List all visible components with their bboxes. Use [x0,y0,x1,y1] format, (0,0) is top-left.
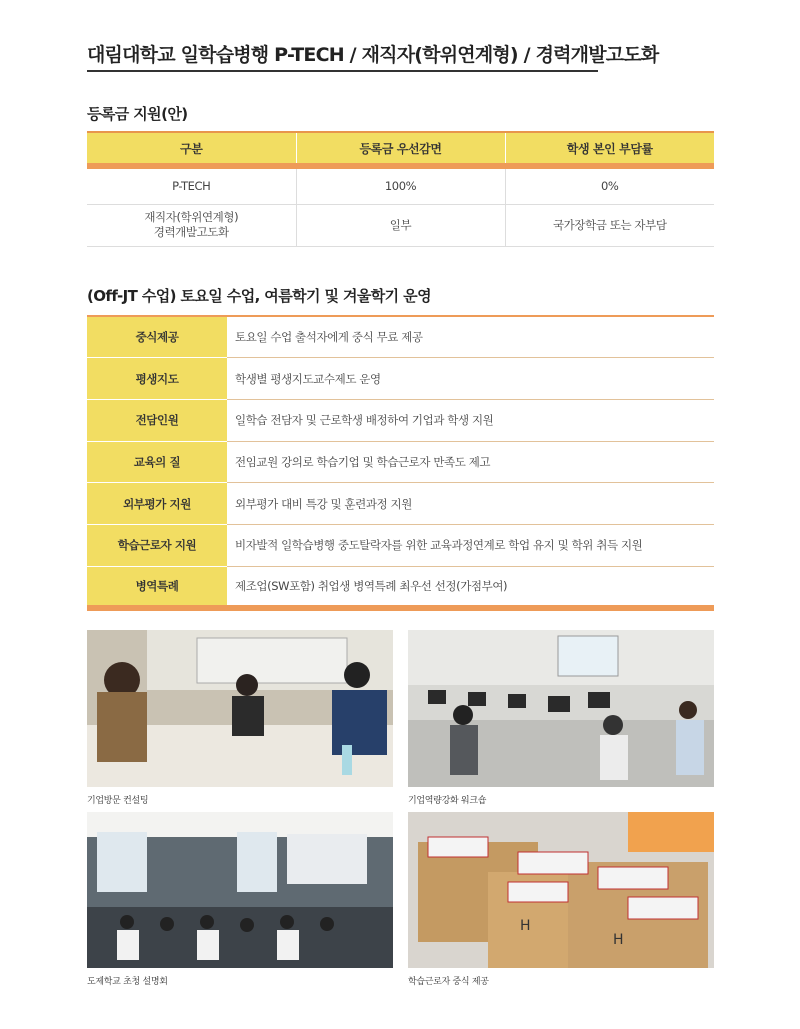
offjt-key: 외부평가 지원 [87,483,227,525]
table-row [87,399,714,441]
offjt-key: 학습근로자 지원 [87,524,227,566]
table-row [87,524,714,566]
category-line: 재직자(학위연계형) [144,210,239,224]
table-row [87,441,714,483]
tuition-cell-category [87,204,296,246]
offjt-key: 평생지도 [87,358,227,400]
offjt-value: 제조업(SW포함) 취업생 병역특례 최우선 선정(가점부여) [235,578,508,593]
offjt-value: 일학습 전담자 및 근로학생 배정하여 기업과 학생 지원 [227,399,714,441]
photo-company-visit [87,630,393,787]
offjt-value: 외부평가 대비 특강 및 훈련과정 지원 [227,483,714,525]
offjt-heading: (Off-JT 수업) 토요일 수업, 여름학기 및 겨울학기 운영 [87,287,431,305]
offjt-value: 비자발적 일학습병행 중도탈락자를 위한 교육과정연계로 학업 유지 및 학위 취득 지원 [227,524,714,566]
offjt-key: 교육의 질 [87,441,227,483]
offjt-value: 학생별 평생지도교수제도 운영 [227,358,714,400]
tuition-cell-burden: 0% [505,166,714,204]
offjt-key: 중식제공 [87,316,227,358]
title-underline [87,70,598,72]
tuition-cell-priority: 100% [296,166,505,204]
table-row [87,204,714,246]
offjt-value: 전임교원 강의로 학습기업 및 학습근로자 만족도 제고 [227,441,714,483]
photo-caption: 기업방문 컨설팅 [87,796,149,806]
table-row [87,316,714,358]
tuition-table [87,131,714,247]
tuition-header-burden: 학생 본인 부담률 [505,132,714,166]
page-title: 대림대학교 일학습병행 P-TECH / 재직자(학위연계형) / 경력개발고도화 [87,44,659,66]
tuition-header-priority: 등록금 우선감면 [296,132,505,166]
photo-lunch [408,812,714,968]
photo-caption: 학습근로자 중식 제공 [408,977,489,987]
photo-caption: 도제학교 초청 설명회 [87,977,168,987]
category-line: 경력개발고도화 [153,225,229,239]
photo-briefing [87,812,393,968]
tuition-header-category: 구분 [87,132,296,166]
photo-workshop [408,630,714,787]
table-row [87,166,714,204]
table-row [87,566,714,608]
offjt-key: 병역특례 [87,566,227,608]
offjt-table [87,315,714,611]
table-row [87,483,714,525]
svg-text:H: H [613,932,624,948]
tuition-cell-burden: 국가장학금 또는 자부담 [505,204,714,246]
tuition-heading: 등록금 지원(안) [87,105,188,123]
svg-text:H: H [520,918,531,934]
tuition-cell-priority: 일부 [296,204,505,246]
photo-caption: 기업역량강화 워크숍 [408,796,487,806]
table-row [87,358,714,400]
tuition-cell-category: P-TECH [87,166,296,204]
offjt-value: 토요일 수업 출석자에게 중식 무료 제공 [227,316,714,358]
offjt-key: 전담인원 [87,399,227,441]
